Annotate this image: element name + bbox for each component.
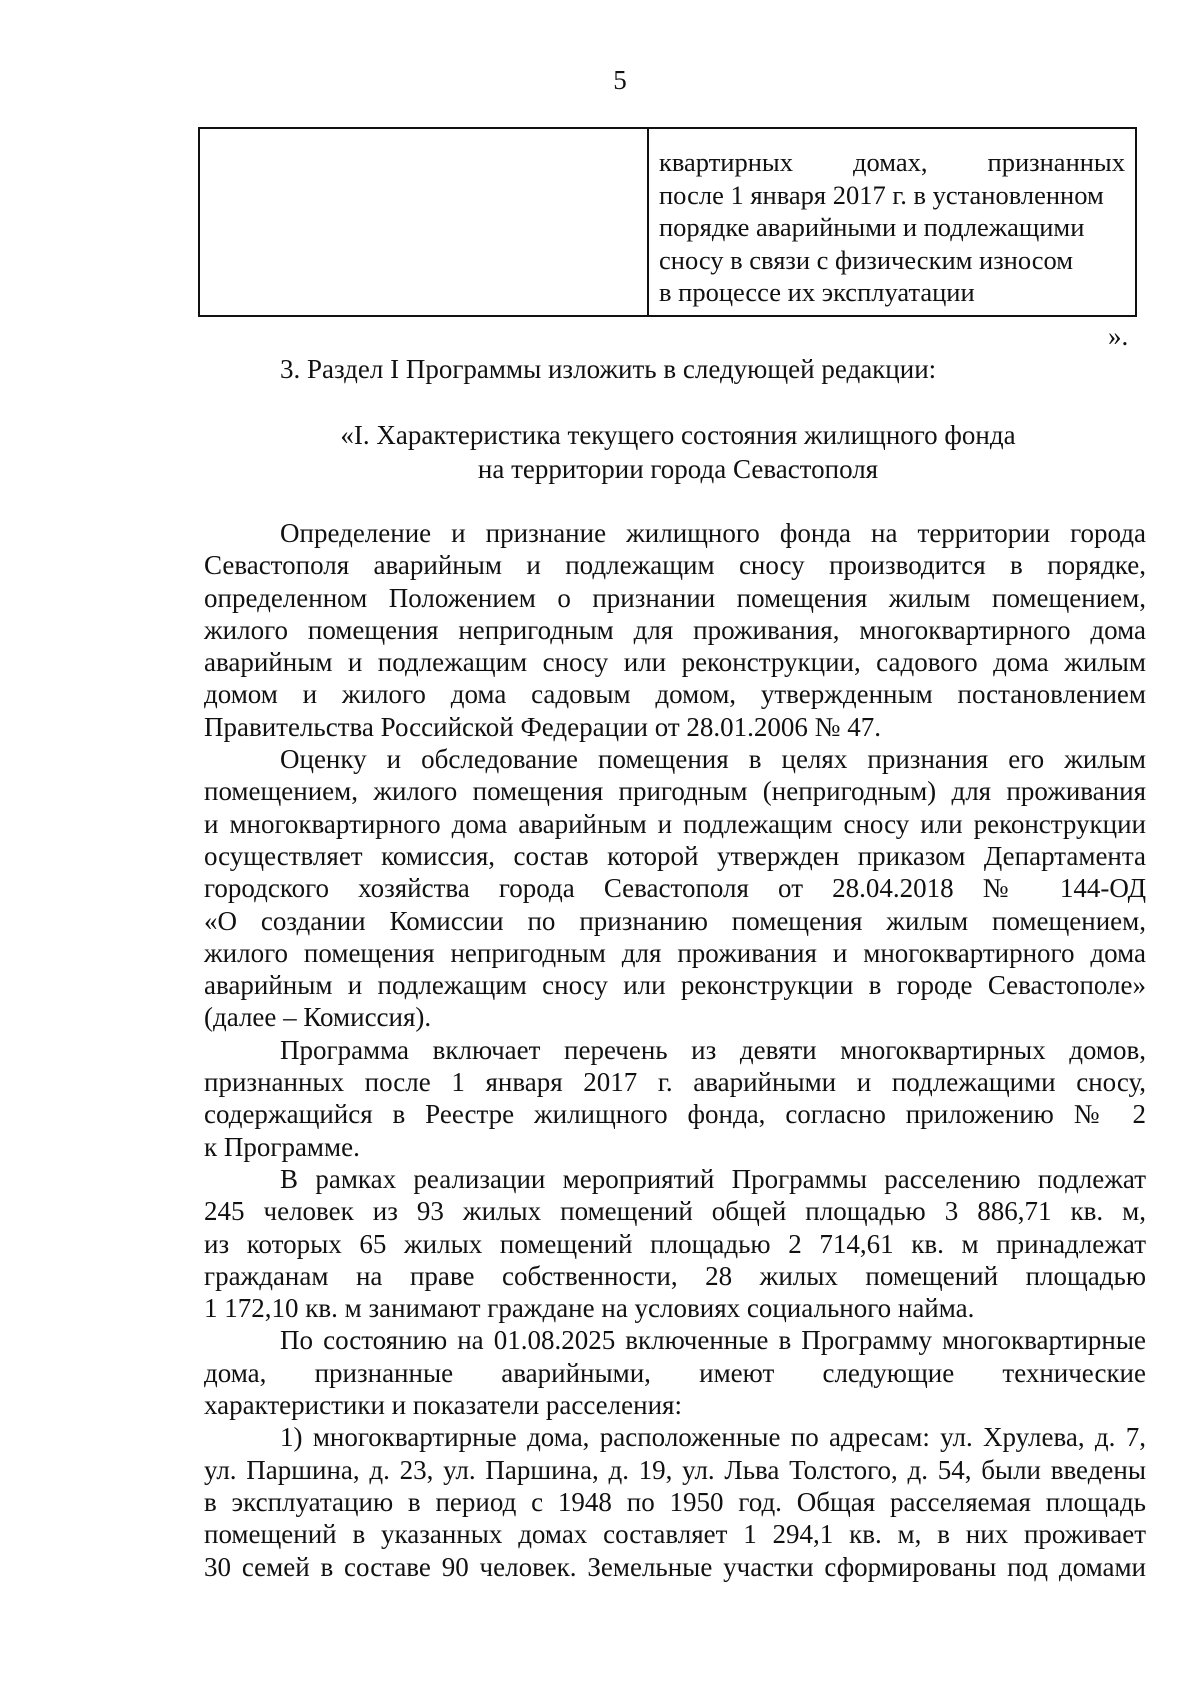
section-title-line: «I. Характеристика текущего состояния жилищного фонда [340,420,1016,450]
paragraph [204,743,1146,1034]
paragraph-line: жилого помещения непригодным для проживания и многоквартирного дома [204,937,1146,968]
continuation-table [198,127,1137,317]
paragraph [204,517,1146,743]
paragraph-line: 1) многоквартирные дома, расположенные по адресам: ул. Хрулева, д. 7, [280,1422,1146,1453]
table-cell-line: после 1 января 2017 г. в установленном [659,179,1104,210]
table-cell-right [649,129,1135,315]
paragraph-line: В рамках реализации мероприятий Программы расселению подлежат [280,1163,1146,1194]
body-text [204,517,1146,1583]
paragraph-line: определенном Положением о признании помещения жилым помещением, [204,582,1146,613]
section-title [198,418,1158,486]
paragraph-line: из которых 65 жилых помещений площадью 2 714,61 кв. м принадлежат [204,1228,1146,1259]
paragraph-line: 30 семей в составе 90 человек. Земельные участки сформированы под домами [204,1551,1146,1582]
paragraph-line: к Программе. [204,1131,360,1162]
paragraph-line: (далее – Комиссия). [204,1002,432,1033]
paragraph-line: городского хозяйства города Севастополя от 28.04.2018 № 144-ОД [204,873,1146,904]
paragraph-line: признанных после 1 января 2017 г. аварийными и подлежащими сносу, [204,1067,1146,1098]
paragraph-line: аварийным и подлежащим сносу или реконструкции в городе Севастополе» [204,970,1146,1001]
paragraph-line: Определение и признание жилищного фонда на территории города [280,518,1146,548]
paragraph-line: 245 человек из 93 жилых помещений общей площадью 3 886,71 кв. м, [204,1196,1146,1227]
paragraph-line: Программа включает перечень из девяти многоквартирных домов, [280,1034,1146,1065]
paragraph-line: ул. Паршина, д. 23, ул. Паршина, д. 19, ул. Льва Толстого, д. 54, были введены [204,1454,1146,1485]
paragraph-line: 1 172,10 кв. м занимают граждане на условиях социального найма. [204,1293,975,1324]
paragraph-line: дома, признанные аварийными, имеют следующие технические [204,1357,1146,1388]
table-cell-line: порядке аварийными и подлежащими [659,212,1085,242]
paragraph [204,1034,1146,1163]
paragraph-line: осуществляет комиссия, состав которой утвержден приказом Департамента [204,840,1146,871]
paragraph-line: По состоянию на 01.08.2025 включенные в Программу многоквартирные [280,1325,1146,1356]
paragraph-line: «О создании Комиссии по признанию помещения жилым помещением, [204,905,1146,936]
amendment-item: 3. Раздел I Программы изложить в следующей редакции: [280,354,937,384]
table-cell-line: квартирных домах, признанных [659,147,1125,177]
paragraph-line: домом и жилого дома садовым домом, утвержденным постановлением [204,679,1146,710]
paragraph-line: в эксплуатацию в период с 1948 по 1950 год. Общая расселяемая площадь [204,1486,1146,1517]
table-cell-line: сносу в связи с физическим износом [659,244,1074,275]
paragraph-line: помещением, жилого помещения пригодным (непригодным) для проживания [204,776,1146,807]
paragraph [204,1421,1146,1582]
section-title-line: на территории города Севастополя [477,454,879,484]
table-cell-left [200,129,649,315]
paragraph-line: и многоквартирного дома аварийным и подлежащим сносу или реконструкции [204,808,1146,839]
paragraph [204,1324,1146,1421]
paragraph-line: аварийным и подлежащим сносу или реконструкции, садового дома жилым [204,647,1146,678]
page-number: 5 [613,65,627,95]
paragraph-line: Правительства Российской Федерации от 28.01.2006 № 47. [204,711,881,742]
paragraph-line: Севастополя аварийным и подлежащим сносу производится в порядке, [204,550,1146,581]
paragraph-line: характеристики и показатели расселения: [204,1390,682,1421]
paragraph-line: содержащийся в Реестре жилищного фонда, согласно приложению № 2 [204,1099,1146,1130]
paragraph [204,1163,1146,1324]
paragraph-line: Оценку и обследование помещения в целях признания его жилым [280,744,1146,775]
table-cell-line: в процессе их эксплуатации [659,277,975,307]
closing-quote: ». [1108,321,1129,351]
paragraph-line: помещений в указанных домах составляет 1 294,1 кв. м, в них проживает [204,1519,1146,1550]
paragraph-line: жилого помещения непригодным для проживания, многоквартирного дома [204,614,1146,645]
paragraph-line: гражданам на праве собственности, 28 жилых помещений площадью [204,1260,1146,1291]
